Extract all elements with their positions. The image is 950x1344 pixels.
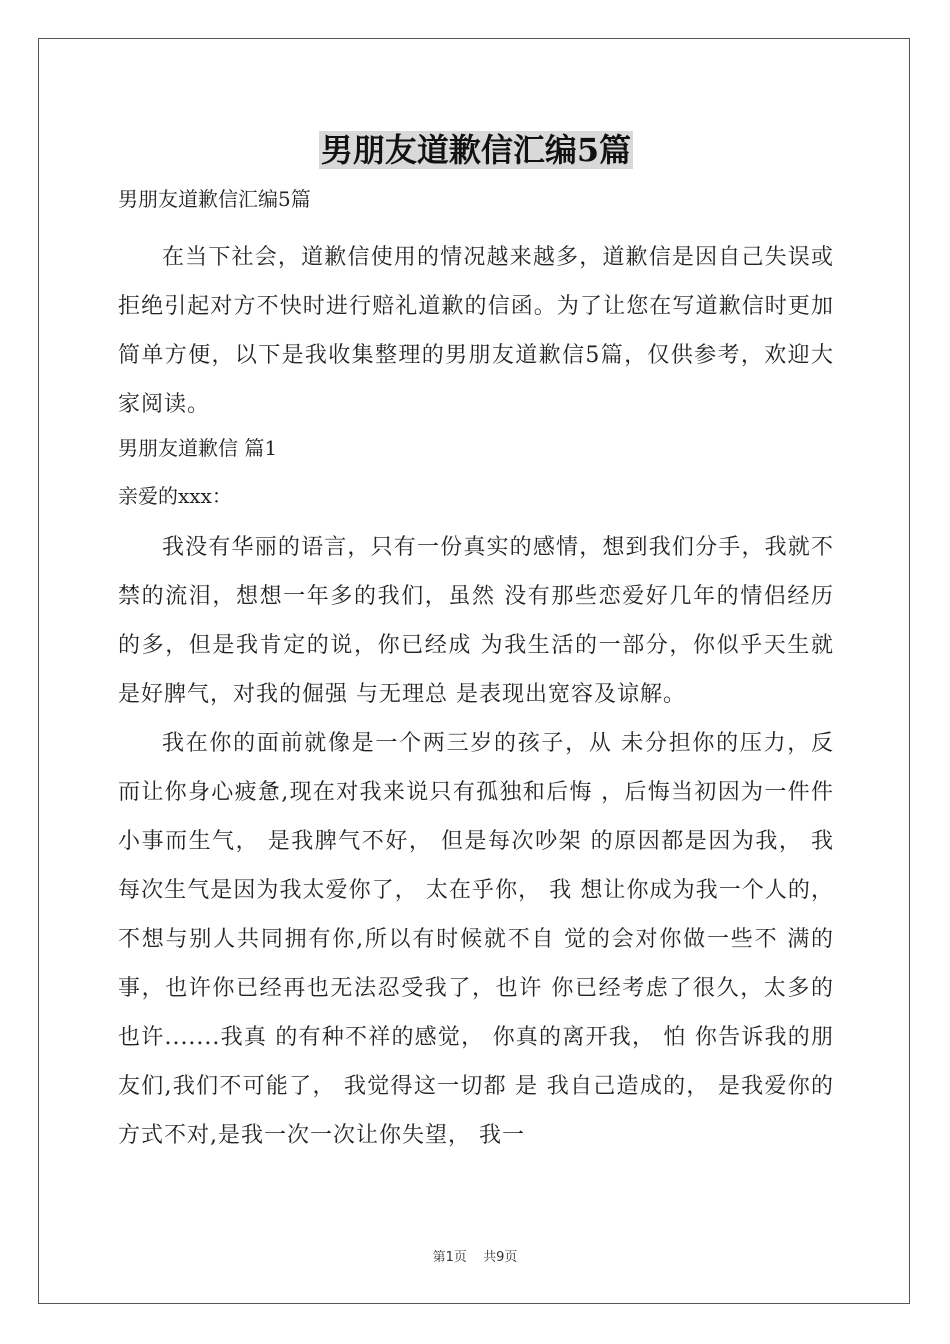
document-title — [118, 128, 834, 172]
page-footer — [0, 1246, 950, 1265]
document-title-text: 男朋友道歉信汇编5篇 — [320, 131, 632, 169]
letter-salutation: 亲爱的xxx： — [118, 484, 232, 508]
intro-paragraph: 在当下社会，道歉信使用的情况越来越多，道歉信是因自己失误或拒绝引起对方不快时进行赔礼道歉的信函。为了让您在写道歉信时更加简单方便，以下是我收集整理的男朋友道歉信5篇，仅供参考，欢迎大家阅读。 — [118, 245, 834, 417]
page-total: 共9页 — [483, 1250, 518, 1265]
letter-paragraph-1: 我没有华丽的语言，只有一份真实的感情，想到我们分手，我就不禁的流泪，想想一年多的我们，虽然 没有那些恋爱好几年的情侣经历 的多，但是我肯定的说，你已经成 为我生活的一部分，你似乎天生就是好脾气，对我的倔强 与无理总 是表现出宽容及谅解。 — [118, 535, 834, 707]
page-number: 第1页 — [432, 1250, 467, 1265]
document-subtitle: 男朋友道歉信汇编5篇 — [118, 187, 311, 211]
letter-paragraph-2: 我在你的面前就像是一个两三岁的孩子，从 未分担你的压力，反而让你身心疲惫,现在对我来说只有孤独和后悔 ，后悔当初因为一件件小事而生气， 是我脾气不好， 但是每次吵架 的原因都是因为我， 我每次生气是因为我太爱你了， 太在乎你， 我 想让你成为我一个人的， 不想与别人共同拥有你,所以有时候就不自 觉的会对你做一些不 满的事，也许你已经再也无法忍受我了，也许 你已经考虑了很久，太多的也许.......我真 的有种不祥的感觉， 你真的离开我， 怕 你告诉我的朋友们,我们不可能了， 我觉得这一切都 是 我自己造成的， 是我爱你的方式不对,是我一次一次让你失望， 我一 — [118, 731, 834, 1148]
section-heading: 男朋友道歉信 篇1 — [118, 436, 278, 460]
document-body — [118, 128, 834, 1160]
